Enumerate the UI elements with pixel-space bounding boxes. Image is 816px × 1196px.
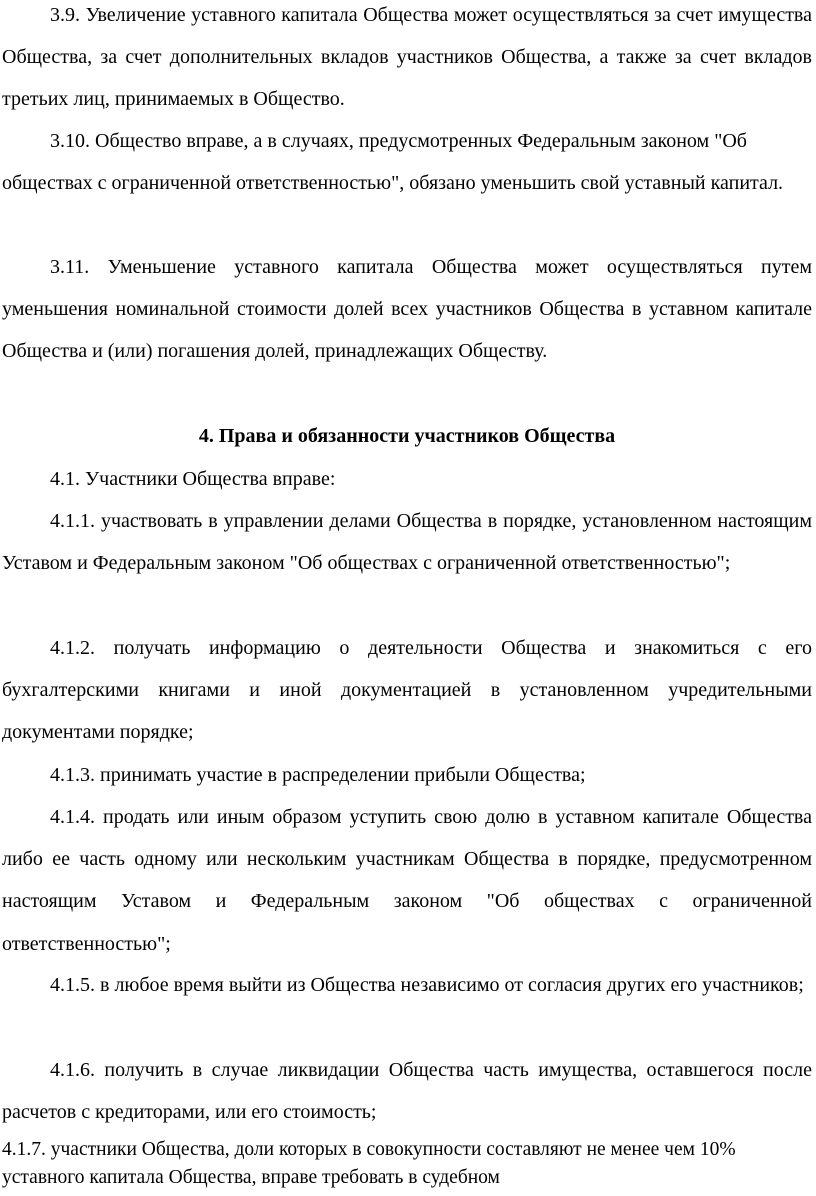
paragraph-4-1-3: 4.1.3. принимать участие в распределении прибыли Общества;: [50, 764, 586, 786]
paragraph-3-11: 3.11. Уменьшение уставного капитала Общества может осуществляться путем уменьшения номинальной стоимости долей всех участников Общества в уставном капитале Общества и (или) погашения долей, принадлежащих Обществу.: [2, 256, 812, 363]
paragraph-4-1-1: 4.1.1. участвовать в управлении делами Общества в порядке, установленном настоящим Уставом и Федеральным законом "Об обществах с ограниченной ответственностью";: [2, 510, 812, 575]
paragraph-4-1-6: 4.1.6. получить в случае ликвидации Общества часть имущества, оставшегося после расчетов с кредиторами, или его стоимость;: [2, 1059, 812, 1124]
paragraph-3-9: 3.9. Увеличение уставного капитала Общества может осуществляться за счет имущества Общества, за счет дополнительных вкладов участников Общества, а также за счет вкладов третьих лиц, принимаемых в Общество.: [2, 4, 812, 111]
paragraph-4-1-4: 4.1.4. продать или иным образом уступить свою долю в уставном капитале Общества либо ее часть одному или нескольким участникам Общества в порядке, предусмотренном настоящим Уставом и Федеральным законом "Об обществах с ограниченной ответственностью";: [2, 806, 812, 955]
paragraph-4-1-5: 4.1.5. в любое время выйти из Общества независимо от согласия других его участников;: [50, 974, 804, 996]
paragraph-3-10: 3.10. Общество вправе, а в случаях, предусмотренных Федеральным законом "Об обществах с ограниченной ответственностью", обязано уменьшить свой уставный капитал.: [2, 130, 784, 195]
paragraph-4-1-7: 4.1.7. участники Общества, доли которых в совокупности составляют не менее чем 10% уставного капитала Общества, вправе требовать в судебном: [2, 1139, 736, 1188]
section-heading-4: 4. Права и обязанности участников Общества: [198, 425, 616, 447]
paragraph-4-1: 4.1. Участники Общества вправе:: [50, 468, 336, 490]
paragraph-4-1-2: 4.1.2. получать информацию о деятельности Общества и знакомиться с его бухгалтерскими книгами и иной документацией в установленном учредительными документами порядке;: [2, 637, 812, 744]
